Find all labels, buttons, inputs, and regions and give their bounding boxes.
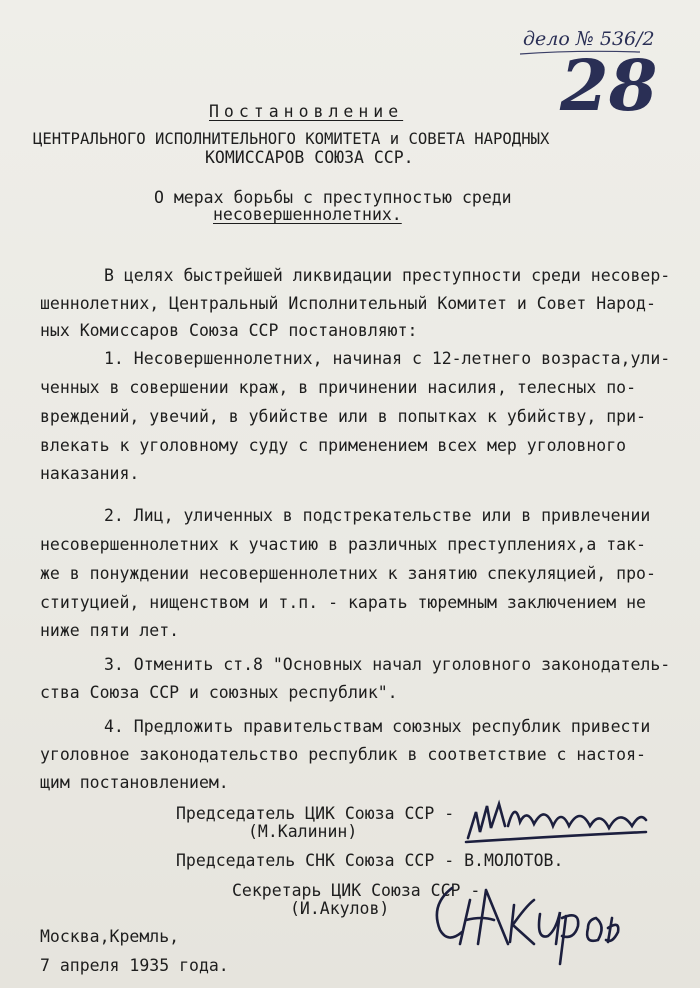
signature-secretary-name: (И.Акулов) <box>290 899 390 918</box>
footer-date: 7 апреля 1935 года. <box>40 956 229 975</box>
intro-line-2: шеннолетних, Центральный Исполнительный Комитет и Совет Народ- <box>40 294 656 313</box>
point-1-line-5: наказания. <box>40 464 140 483</box>
point-4-line-2: уголовное законодательство республик в соответствие с настоя- <box>40 745 646 764</box>
intro-line-3: ных Комиссаров Союза ССР постановляют: <box>40 321 418 340</box>
intro-line-1: В целях быстрейшей ликвидации преступности среди несовер- <box>104 266 671 285</box>
subject-line-1: О мерах борьбы с преступностью среди <box>154 188 512 207</box>
kalinin-signature <box>466 804 646 842</box>
footer-place: Москва,Кремль, <box>40 927 180 946</box>
point-2-line-5: ниже пяти лет. <box>40 621 180 640</box>
document-title: Постановление <box>209 102 404 121</box>
issuer-line-2: КОМИССАРОВ СОЮЗА ССР. <box>205 148 414 167</box>
point-3-line-2: ства Союза ССР и союзных республик". <box>40 683 398 702</box>
signature-secretary: Секретарь ЦИК Союза ССР - <box>232 881 481 900</box>
page-number: 28 <box>560 44 658 127</box>
point-2-line-2: несовершеннолетних к участию в различных преступлениях,а так- <box>40 535 646 554</box>
point-1-line-4: влекать к уголовному суду с применением всех мер уголовного <box>40 436 627 455</box>
point-3-line-1: 3. Отменить ст.8 "Основных начал уголовного законодатель- <box>104 655 671 674</box>
signature-chair-snk: Председатель СНК Союза ССР - В.МОЛОТОВ. <box>176 851 564 870</box>
point-2-line-1: 2. Лиц, уличенных в подстрекательстве или в привлечении <box>104 506 651 525</box>
point-2-line-4: ституцией, нищенством и т.п. - карать тюремным заключением не <box>40 593 646 612</box>
point-2-line-3: же в понуждении несовершеннолетних к занятию спекуляцией, про- <box>40 564 656 583</box>
point-1-line-3: вреждений, увечий, в убийстве или в попытках к убийству, при- <box>40 407 646 426</box>
signature-chair-cik: Председатель ЦИК Союза ССР - <box>176 804 455 823</box>
point-4-line-3: щим постановлением. <box>40 773 229 792</box>
subject-line-2: несовершеннолетних. <box>213 205 402 224</box>
issuer-line-1: ЦЕНТРАЛЬНОГО ИСПОЛНИТЕЛЬНОГО КОМИТЕТА и СОВЕТА НАРОДНЫХ <box>33 130 550 148</box>
point-1-line-1: 1. Несовершеннолетних, начиная с 12-летнего возраста,ули- <box>104 349 671 368</box>
akulov-signature <box>437 888 618 964</box>
archive-reference: дело № 536/2 <box>523 28 655 50</box>
signature-chair-cik-name: (М.Калинин) <box>248 822 358 841</box>
point-4-line-1: 4. Предложить правительствам союзных республик привести <box>104 717 651 736</box>
point-1-line-2: ченных в совершении краж, в причинении насилия, телесных по- <box>40 378 637 397</box>
